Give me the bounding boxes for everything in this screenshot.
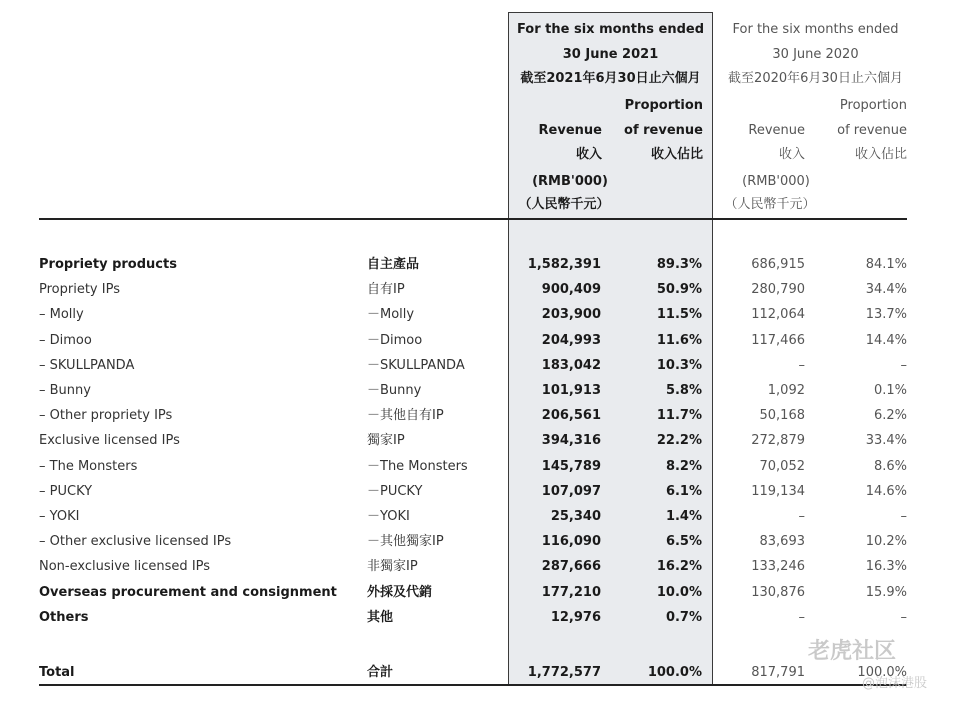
row-label-zh: 外採及代銷 (367, 584, 433, 600)
row-label-zh: －Bunny (367, 383, 422, 398)
total-proportion-2021: 100.0% (647, 665, 702, 680)
revenue-2020: 83,693 (759, 534, 805, 550)
header-2020-prop-zh: 收入佔比 (854, 147, 907, 162)
proportion-2021: 10.3% (656, 357, 702, 373)
table-row (0, 580, 965, 605)
revenue-2020: 280,790 (751, 282, 805, 298)
row-label-zh: －Molly (367, 307, 415, 323)
revenue-2020: 119,134 (751, 483, 805, 499)
table-row (0, 554, 965, 579)
total-label-zh: 合計 (367, 665, 394, 680)
revenue-2021: 183,042 (541, 357, 601, 373)
table-row (0, 378, 965, 403)
proportion-2021: 11.6% (656, 332, 702, 348)
watermark-logo: 老虎社区 (808, 639, 897, 664)
table-row (0, 403, 965, 428)
table-row (0, 302, 965, 327)
row-label-zh: －其他獨家IP (367, 534, 444, 550)
row-label-en: – SKULLPANDA (39, 357, 135, 373)
total-revenue-2020: 817,791 (751, 665, 805, 680)
proportion-2021: 1.4% (665, 509, 702, 524)
row-label-en: – Dimoo (39, 332, 92, 348)
proportion-2021: 16.2% (656, 559, 702, 575)
header-2020-line1: For the six months ended (732, 22, 899, 37)
table-row (0, 504, 965, 529)
table-row (0, 277, 965, 302)
row-label-en: – The Monsters (39, 458, 138, 474)
total-label-en: Total (39, 665, 75, 680)
revenue-2021: 900,409 (541, 282, 601, 298)
proportion-2020: 34.4% (865, 282, 907, 298)
revenue-2020: – (798, 609, 805, 625)
table-row (0, 605, 965, 630)
proportion-2021: 0.7% (665, 609, 702, 625)
revenue-2021: 394,316 (541, 433, 601, 449)
row-label-en: – Other exclusive licensed IPs (39, 534, 232, 550)
row-label-en: Propriety IPs (39, 282, 120, 298)
header-2021-unit-en: (RMB'000) (532, 174, 608, 189)
proportion-2020: 16.3% (865, 559, 907, 575)
watermark-handle: @泡沫港股 (862, 676, 928, 691)
row-label-en: Non-exclusive licensed IPs (39, 559, 211, 575)
row-label-zh: 獨家IP (367, 433, 405, 449)
row-label-zh: －YOKI (367, 509, 410, 524)
proportion-2020: 14.6% (865, 483, 907, 499)
proportion-2021: 22.2% (656, 433, 702, 449)
table-row (0, 454, 965, 479)
row-label-en: Propriety products (39, 257, 177, 272)
proportion-2021: 6.1% (665, 483, 702, 499)
total-revenue-2021: 1,772,577 (527, 665, 601, 680)
header-2020-line3: 截至2020年6月30日止六個月 (728, 71, 903, 86)
table-row (0, 479, 965, 504)
row-label-en: – Molly (39, 307, 84, 323)
revenue-2021: 206,561 (541, 408, 601, 424)
revenue-2021: 116,090 (541, 534, 601, 550)
revenue-2021: 12,976 (550, 609, 601, 625)
header-rule (39, 218, 907, 220)
proportion-2020: 8.6% (873, 458, 907, 474)
revenue-2020: 130,876 (751, 584, 805, 600)
proportion-2020: 0.1% (873, 383, 907, 398)
header-2020-prop-en2: of revenue (837, 123, 907, 138)
row-label-en: Overseas procurement and consignment (39, 584, 337, 600)
proportion-2020: – (900, 509, 907, 524)
header-2021-revenue-en: Revenue (538, 123, 602, 138)
table-row (0, 328, 965, 353)
row-label-en: Exclusive licensed IPs (39, 433, 180, 449)
row-label-zh: －The Monsters (367, 458, 468, 474)
proportion-2021: 8.2% (665, 458, 702, 474)
header-2020-line2: 30 June 2020 (772, 47, 859, 62)
revenue-2020: 1,092 (767, 383, 805, 398)
proportion-2020: 10.2% (865, 534, 907, 550)
revenue-2020: 686,915 (751, 257, 805, 272)
header-2020-unit-zh: （人民幣千元） (724, 197, 816, 212)
header-2020-revenue-zh: 收入 (778, 147, 805, 162)
header-2021-line2: 30 June 2021 (562, 47, 659, 62)
revenue-2021: 287,666 (541, 559, 601, 575)
row-label-zh: －其他自有IP (367, 408, 444, 424)
header-2021-prop-zh: 收入佔比 (650, 147, 703, 162)
row-label-zh: 自主產品 (367, 257, 420, 272)
header-2020-prop-en1: Proportion (839, 98, 907, 113)
revenue-2020: 272,879 (751, 433, 805, 449)
row-label-en: – YOKI (39, 509, 80, 524)
table-row (0, 353, 965, 378)
row-label-zh: －SKULLPANDA (367, 357, 465, 373)
row-label-en: – PUCKY (39, 483, 93, 499)
revenue-2021: 25,340 (550, 509, 601, 524)
revenue-2020: – (798, 357, 805, 373)
total-proportion-2020: 100.0% (857, 665, 907, 680)
proportion-2020: – (900, 357, 907, 373)
proportion-2021: 11.5% (656, 307, 702, 323)
proportion-2020: 15.9% (865, 584, 907, 600)
header-2020-unit-en: (RMB'000) (742, 174, 810, 189)
revenue-2021: 1,582,391 (527, 257, 601, 272)
revenue-2021: 107,097 (541, 483, 601, 499)
header-2021-revenue-zh: 收入 (575, 147, 602, 162)
header-2021-line1: For the six months ended (516, 22, 705, 37)
table-row (0, 252, 965, 277)
proportion-2020: 13.7% (865, 307, 907, 323)
header-2020-revenue-en: Revenue (748, 123, 805, 138)
revenue-2021: 177,210 (541, 584, 601, 600)
row-label-zh: 其他 (367, 609, 394, 625)
proportion-2020: – (900, 609, 907, 625)
revenue-2020: – (798, 509, 805, 524)
proportion-2021: 5.8% (665, 383, 702, 398)
row-label-en: – Bunny (39, 383, 91, 398)
proportion-2021: 89.3% (656, 257, 702, 272)
row-label-zh: －PUCKY (367, 483, 423, 499)
proportion-2020: 6.2% (873, 408, 907, 424)
row-label-zh: 非獨家IP (367, 559, 418, 575)
revenue-2021: 101,913 (541, 383, 601, 398)
revenue-2020: 112,064 (751, 307, 805, 323)
proportion-2021: 50.9% (656, 282, 702, 298)
proportion-2020: 84.1% (865, 257, 907, 272)
header-2021-prop-en2: of revenue (624, 123, 703, 138)
proportion-2021: 6.5% (665, 534, 702, 550)
revenue-2020: 50,168 (759, 408, 805, 424)
revenue-2020: 133,246 (751, 559, 805, 575)
proportion-2020: 14.4% (865, 332, 907, 348)
proportion-2021: 11.7% (656, 408, 702, 424)
revenue-2021: 204,993 (541, 332, 601, 348)
row-label-en: – Other propriety IPs (39, 408, 173, 424)
revenue-2021: 203,900 (541, 307, 601, 323)
header-2021-unit-zh: （人民幣千元） (518, 197, 610, 212)
row-label-en: Others (39, 609, 89, 625)
row-label-zh: 自有IP (367, 282, 405, 298)
header-2021-prop-en1: Proportion (624, 98, 703, 113)
revenue-2021: 145,789 (541, 458, 601, 474)
row-label-zh: －Dimoo (367, 332, 423, 348)
header-2021-line3: 截至2021年6月30日止六個月 (520, 71, 701, 86)
proportion-2020: 33.4% (865, 433, 907, 449)
table-row (0, 428, 965, 453)
revenue-2020: 117,466 (751, 332, 805, 348)
table-row (0, 529, 965, 554)
revenue-2020: 70,052 (759, 458, 805, 474)
proportion-2021: 10.0% (656, 584, 702, 600)
